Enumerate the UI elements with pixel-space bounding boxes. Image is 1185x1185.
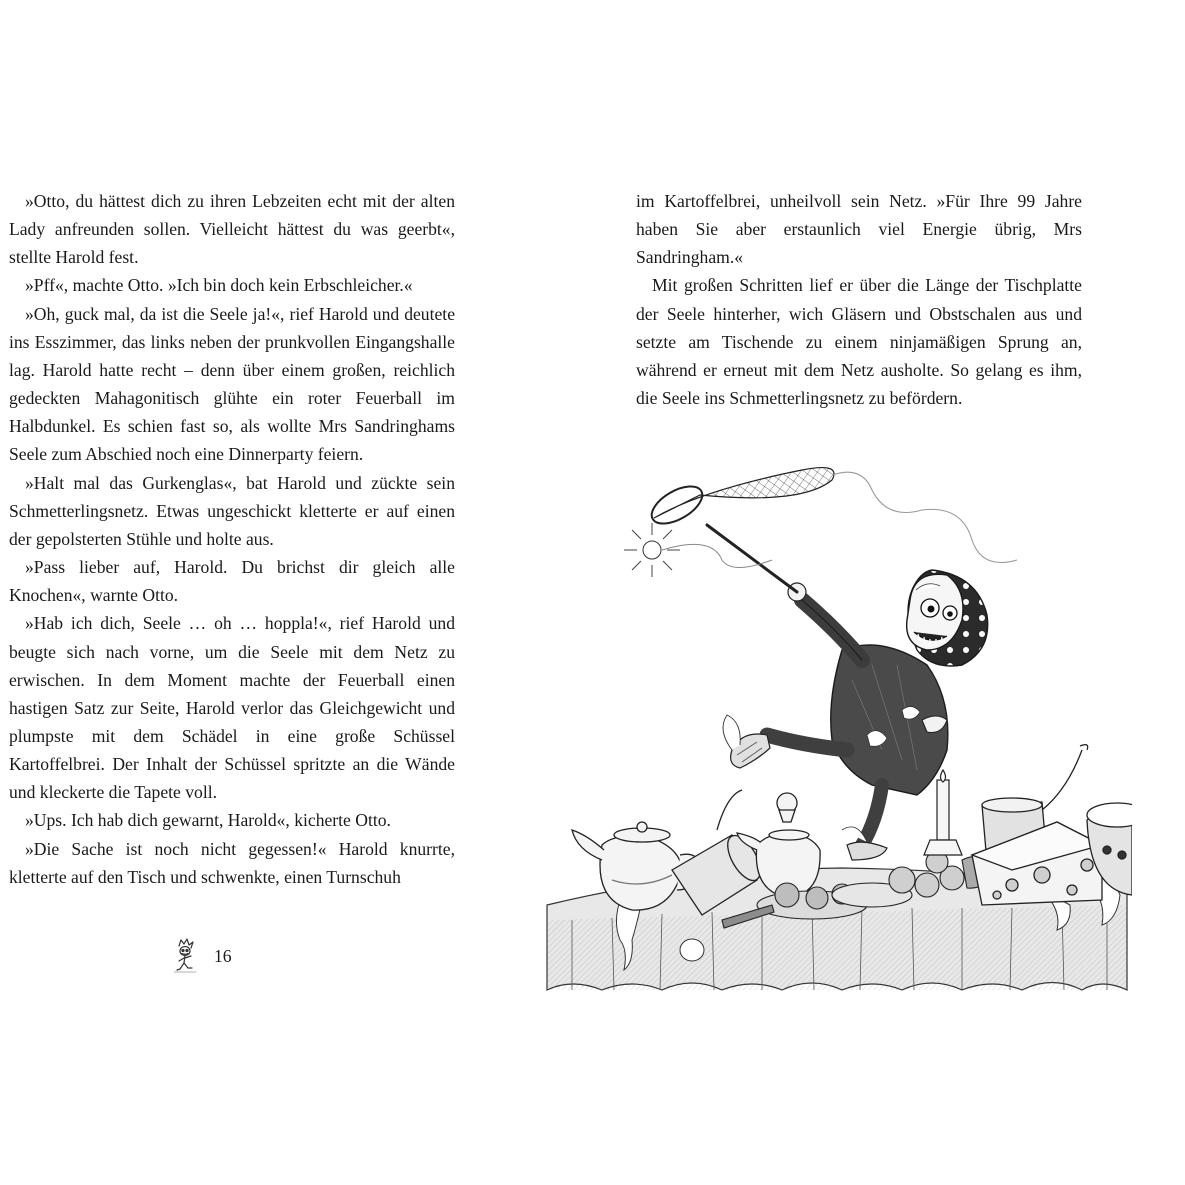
skeleton-mascot-icon [170, 937, 200, 975]
left-page [0, 0, 592, 1185]
soul-fireball [624, 523, 772, 577]
paragraph: »Die Sache ist noch nicht gegessen!« Harold knurrte, kletterte auf den Tisch und schwenkte, einen Turnschuh [9, 838, 455, 887]
illustration-skeleton-catching-soul [542, 450, 1132, 995]
page-number: 16 [214, 945, 232, 966]
right-page [592, 0, 1185, 1185]
paragraph: »Otto, du hättest dich zu ihren Lebzeiten echt mit der alten Lady anfreunden sollen. Vielleicht hättest du was geerbt«, stellte Harold fest. [9, 191, 455, 268]
left-page-text [9, 187, 455, 891]
paragraph: »Pass lieber auf, Harold. Du brichst dir gleich alle Knochen«, warnte Otto. [9, 557, 455, 606]
paragraph: »Oh, guck mal, da ist die Seele ja!«, rief Harold und deutete ins Esszimmer, das links neben der prunkvollen Eingangshalle lag. Harold hatte recht – denn über einem großen, reichlich gedeckten Mahagonitisch glühte ein roter Feuerball im Halbdunkel. Es schien fast so, als wollte Mrs Sandringhams Seele zum Abschied noch eine Dinnerparty feiern. [9, 303, 455, 465]
paragraph: Mit großen Schritten lief er über die Länge der Tischplatte der Seele hinterher, wich Gläsern und Obstschalen aus und setzte am Tischende zu einem ninjamäßigen Sprung an, während er erneut mit dem Netz ausholte. So gelang es ihm, die Seele ins Schmetterlingsnetz zu befördern. [636, 275, 1082, 409]
skeleton-harold [624, 468, 1017, 860]
paragraph: »Ups. Ich hab dich gewarnt, Harold«, kicherte Otto. [25, 810, 391, 831]
paragraph-continuation: im Kartoffelbrei, unheilvoll sein Netz. »Für Ihre 99 Jahre haben Sie aber erstaunlich viel Energie übrig, Mrs Sandringham.« [636, 191, 1082, 268]
right-page-text [636, 187, 1082, 412]
page-footer [170, 938, 232, 974]
paragraph: »Pff«, machte Otto. »Ich bin doch kein Erbschleicher.« [25, 275, 413, 296]
paragraph: »Halt mal das Gurkenglas«, bat Harold und zückte sein Schmetterlingsnetz. Etwas ungeschickt kletterte er auf einen der gepolsterten Stühle und holte aus. [9, 472, 455, 549]
paragraph: »Hab ich dich, Seele … oh … hoppla!«, rief Harold und beugte sich nach vorne, um die Seele mit dem Netz zu erwischen. In dem Moment machte der Feuerball einen hastigen Satz zur Seite, Harold verlor das Gleichgewicht und plumpste mit dem Schädel in eine große Schüssel Kartoffelbrei. Der Inhalt der Schüssel spritzte an die Wände und kleckerte die Tapete voll. [9, 613, 455, 803]
